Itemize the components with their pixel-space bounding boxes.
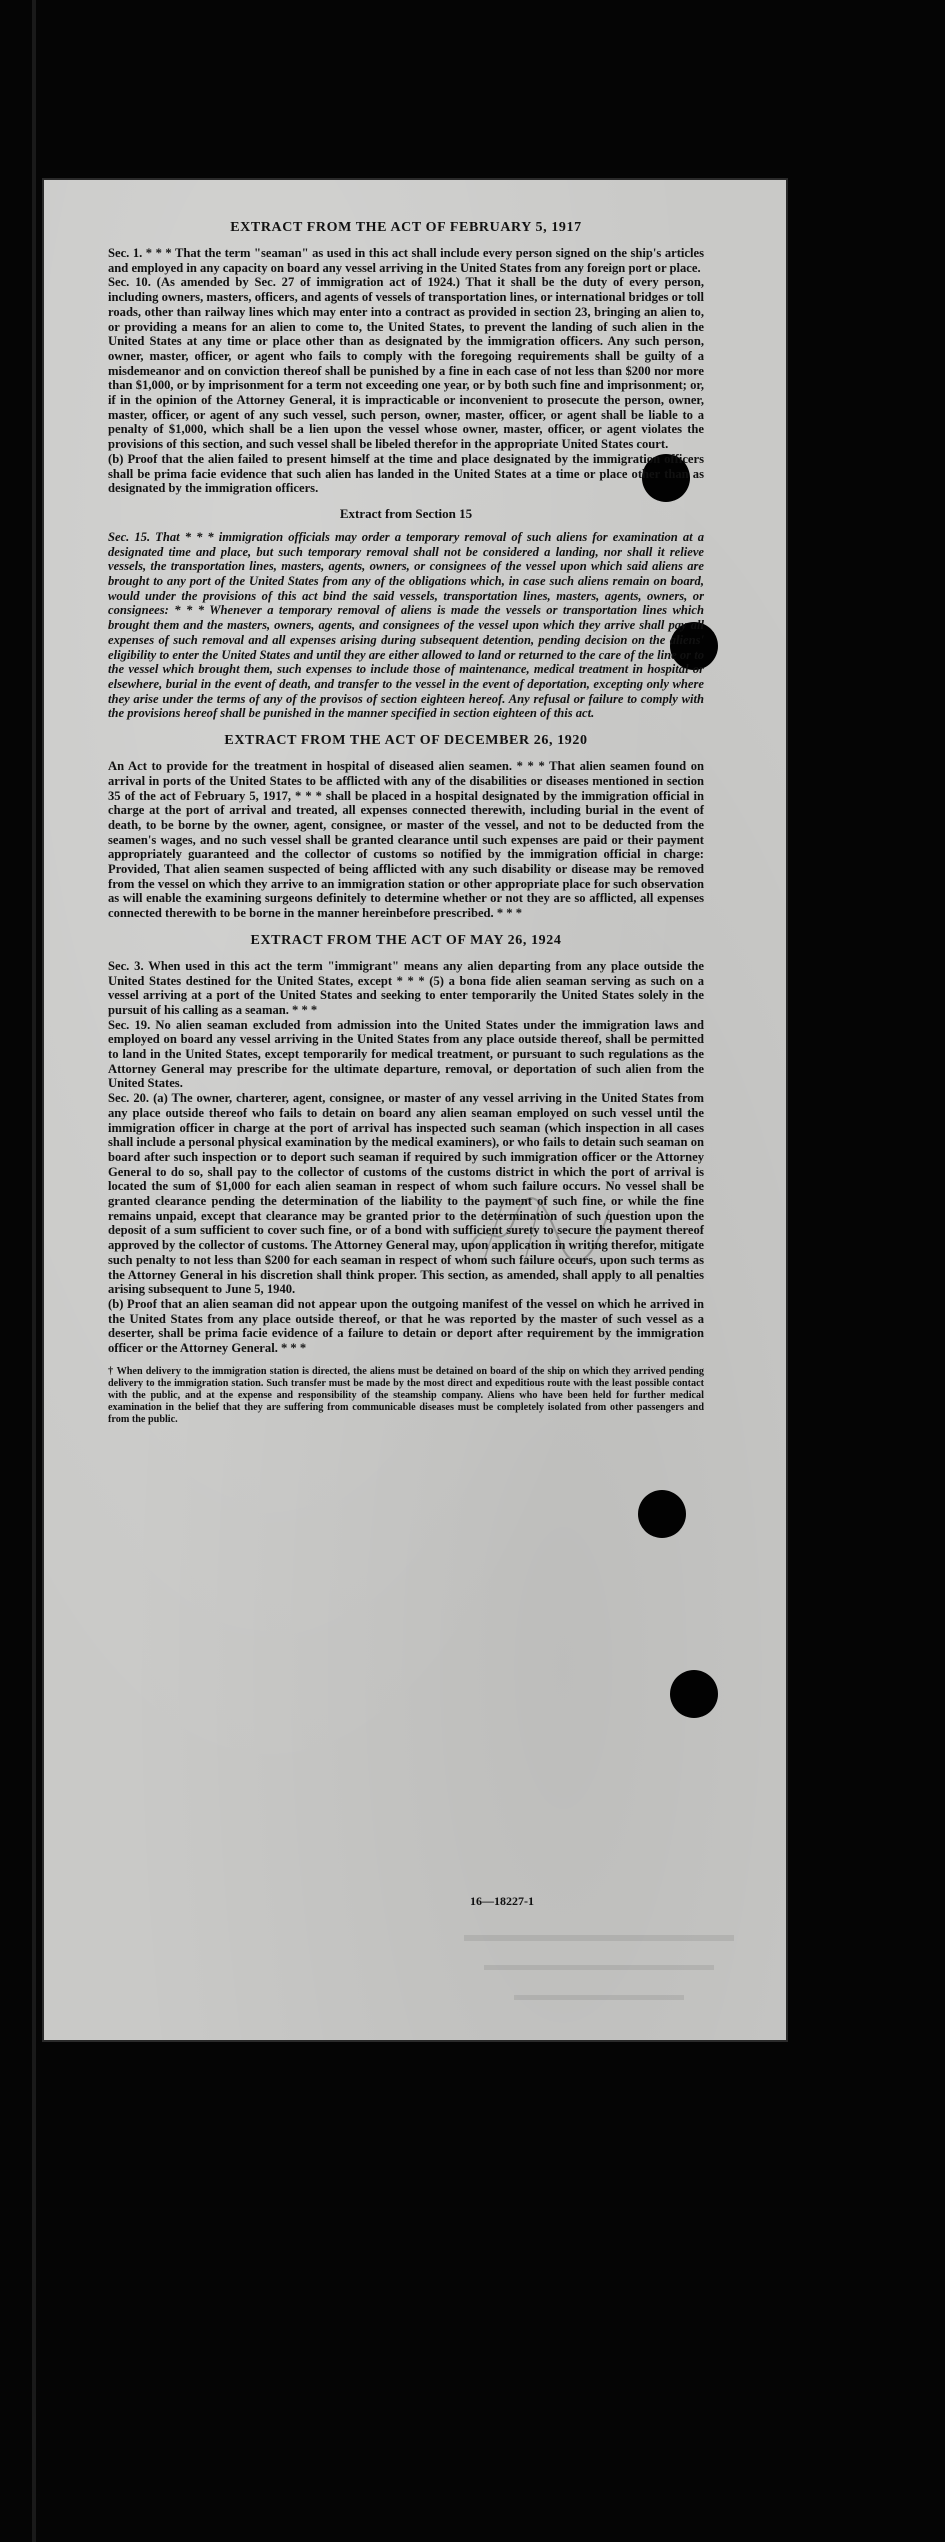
section-1: Sec. 1. * * * That the term "seaman" as used in this act shall include every person signed on the ship's articles and employed in any capacity on board any vessel arriving in the United States from any foreign port or place.	[108, 246, 704, 275]
film-edge	[32, 0, 36, 2542]
section-15: Sec. 15. That * * * immigration officials may order a temporary removal of such aliens for examination at a designated time and place, but such temporary removal shall not be considered a landing, nor shall it relieve vessels, the transportation lines, masters, agents, owners, or consignees of the vessel upon which said aliens are brought to any port of the United States from any of the obligations which, in case such aliens remain on board, would under the provisions of this act bind the said vessels, transportation lines, masters, agents, owners, or consignees: * * * Whenever a temporary removal of aliens is made the vessels or transportation lines which brought them and the masters, owners, agents, and consignees of the vessel upon which they arrive shall pay all expenses of such removal and all expenses arising during subsequent detention, pending decision on the aliens' eligibility to enter the United States and until they are either allowed to land or returned to the care of the line or to the vessel which brought them, such expenses to include those of maintenance, medical treatment in hospital or elsewhere, burial in the event of death, and transfer to the vessel in the event of deportation, excepting only where they arise under the terms of any of the provisos of section eighteen hereof. Any refusal or failure to comply with the provisions hereof shall be punished in the manner specified in section eighteen of this act.	[108, 529, 704, 721]
punch-hole	[670, 1670, 718, 1718]
punch-hole	[638, 1490, 686, 1538]
document-body	[108, 220, 704, 1426]
heading-act-1920: EXTRACT FROM THE ACT OF DECEMBER 26, 1920	[224, 733, 588, 749]
heading-act-1917: EXTRACT FROM THE ACT OF FEBRUARY 5, 1917	[230, 220, 582, 235]
heading-section-15: Extract from Section 15	[339, 505, 473, 521]
section-19: Sec. 19. No alien seaman excluded from admission into the United States under the immigration laws and employed on board any vessel arriving in the United States from any place outside thereof, shall be permitted to land in the United States, except temporarily for medical treatment, or pursuant to such regulations as the Attorney General may prescribe for the ultimate departure, removal, or deportation of such alien from the United States.	[108, 1017, 704, 1091]
heading-act-1924: EXTRACT FROM THE ACT OF MAY 26, 1924	[250, 932, 562, 948]
section-10: Sec. 10. (As amended by Sec. 27 of immigration act of 1924.) That it shall be the duty of every person, including owners, masters, officers, and agents of vessels of transportation lines, or international bridges or toll roads, other than railway lines which may enter into a contract as provided in section 23, bringing an alien to, or providing a means for an alien to come to, the United States, to prevent the landing of such alien in the United States at any time or place other than as designated by the immigration officers. Any such person, owner, master, officer, or agent who fails to comply with the foregoing requirements shall be guilty of a misdemeanor and on conviction thereof shall be punished by a fine in each case of not less than $200 nor more than $1,000, or by imprisonment for a term not exceeding one year, or by both such fine and imprisonment; or, if in the opinion of the Attorney General, it is impracticable or inconvenient to prosecute the person, owner, master, officer, or agent of any such vessel, such person, owner, master, officer, or agent shall be liable to a penalty of $1,000, which shall be a lien upon the vessel whose owner, master, officer, or agent violates the provisions of this section, and such vessel shall be libeled therefor in the appropriate United States court.	[108, 275, 704, 452]
document-page	[44, 180, 786, 2040]
section-20: Sec. 20. (a) The owner, charterer, agent, consignee, or master of any vessel arriving in the United States from any place outside thereof who fails to detain on board any alien seaman employed on such vessel until the immigration officer in charge at the port of arrival has inspected such seaman (which inspection in all cases shall include a personal physical examination by the medical examiners), or who fails to detain such seaman on board after such inspection or to deport such seaman if required by such immigration officer or the Attorney General to do so, shall pay to the collector of customs of the customs district in which the port of arrival is located the sum of $1,000 for each alien seaman in respect of whom such failure occurs. No vessel shall be granted clearance pending the determination of the liability to the payment of such fine, or while the fine remains unpaid, except that clearance may be granted prior to the determination of such question upon the deposit of a sum sufficient to cover such fine, or of a bond with sufficient surety to secure the payment thereof approved by the collector of customs. The Attorney General may, upon application in writing therefor, mitigate such penalty to not less than $200 for each seaman in respect of whom such failure occurs, upon such terms as the Attorney General in his discretion shall think proper. This section, as amended, shall apply to all penalties arising subsequent to June 5, 1940.	[108, 1091, 704, 1297]
section-3: Sec. 3. When used in this act the term "immigrant" means any alien departing from any place outside the United States destined for the United States, except * * * (5) a bona fide alien seaman serving as such on a vessel arriving at a port of the United States and seeking to enter temporarily the United States solely in the pursuit of his calling as a seaman. * * *	[108, 958, 704, 1017]
faint-bleedthrough	[454, 1925, 744, 2035]
act-1920-text: An Act to provide for the treatment in hospital of diseased alien seamen. * * * That alien seamen found on arrival in ports of the United States to be afflicted with any of the disabilities or diseases mentioned in section 35 of the act of February 5, 1917, * * * shall be placed in a hospital designated by the immigration official in charge at the port of arrival and treated, all expenses connected therewith, including burial in the event of death, to be borne by the owner, agent, consignee, or master of the vessel, and not to be deducted from the seamen's wages, and no such vessel shall be granted clearance until such expenses are paid or their payment appropriately guaranteed and the collector of customs so notified by the immigration official in charge: Provided, That alien seamen suspected of being afflicted with any such disability or disease may be removed from the vessel on which they arrive to an immigration station or other appropriate place for such observation as will enable the examining surgeons definitely to determine whether or not they are so afflicted, all expenses connected therewith to be borne in the manner hereinbefore prescribed. * * *	[108, 759, 704, 921]
section-20b: (b) Proof that an alien seaman did not appear upon the outgoing manifest of the vessel on which he arrived in the United States from any place outside thereof, or that he was reported by the master of such vessel as a deserter, shall be prima facie evidence of a failure to detain or deport after requirement by the immigration officer or the Attorney General. * * *	[108, 1297, 704, 1356]
section-10b: (b) Proof that the alien failed to present himself at the time and place designated by the immigration officers shall be prima facie evidence that such alien has landed in the United States at a time or place other than as designated by the immigration officers.	[108, 451, 704, 496]
footnote: † When delivery to the immigration station is directed, the aliens must be detained on board of the ship on which they arrived pending delivery to the immigration station. Such transfer must be made by the most direct and expeditious route with the least possible contact with the public, and at the expense and responsibility of the steamship company. Aliens who have been held for further medical examination in the belief that they are suffering from communicable diseases must be completely isolated from other passengers and from the public.	[108, 1365, 704, 1425]
form-number: 16—18227-1	[470, 1894, 534, 1908]
